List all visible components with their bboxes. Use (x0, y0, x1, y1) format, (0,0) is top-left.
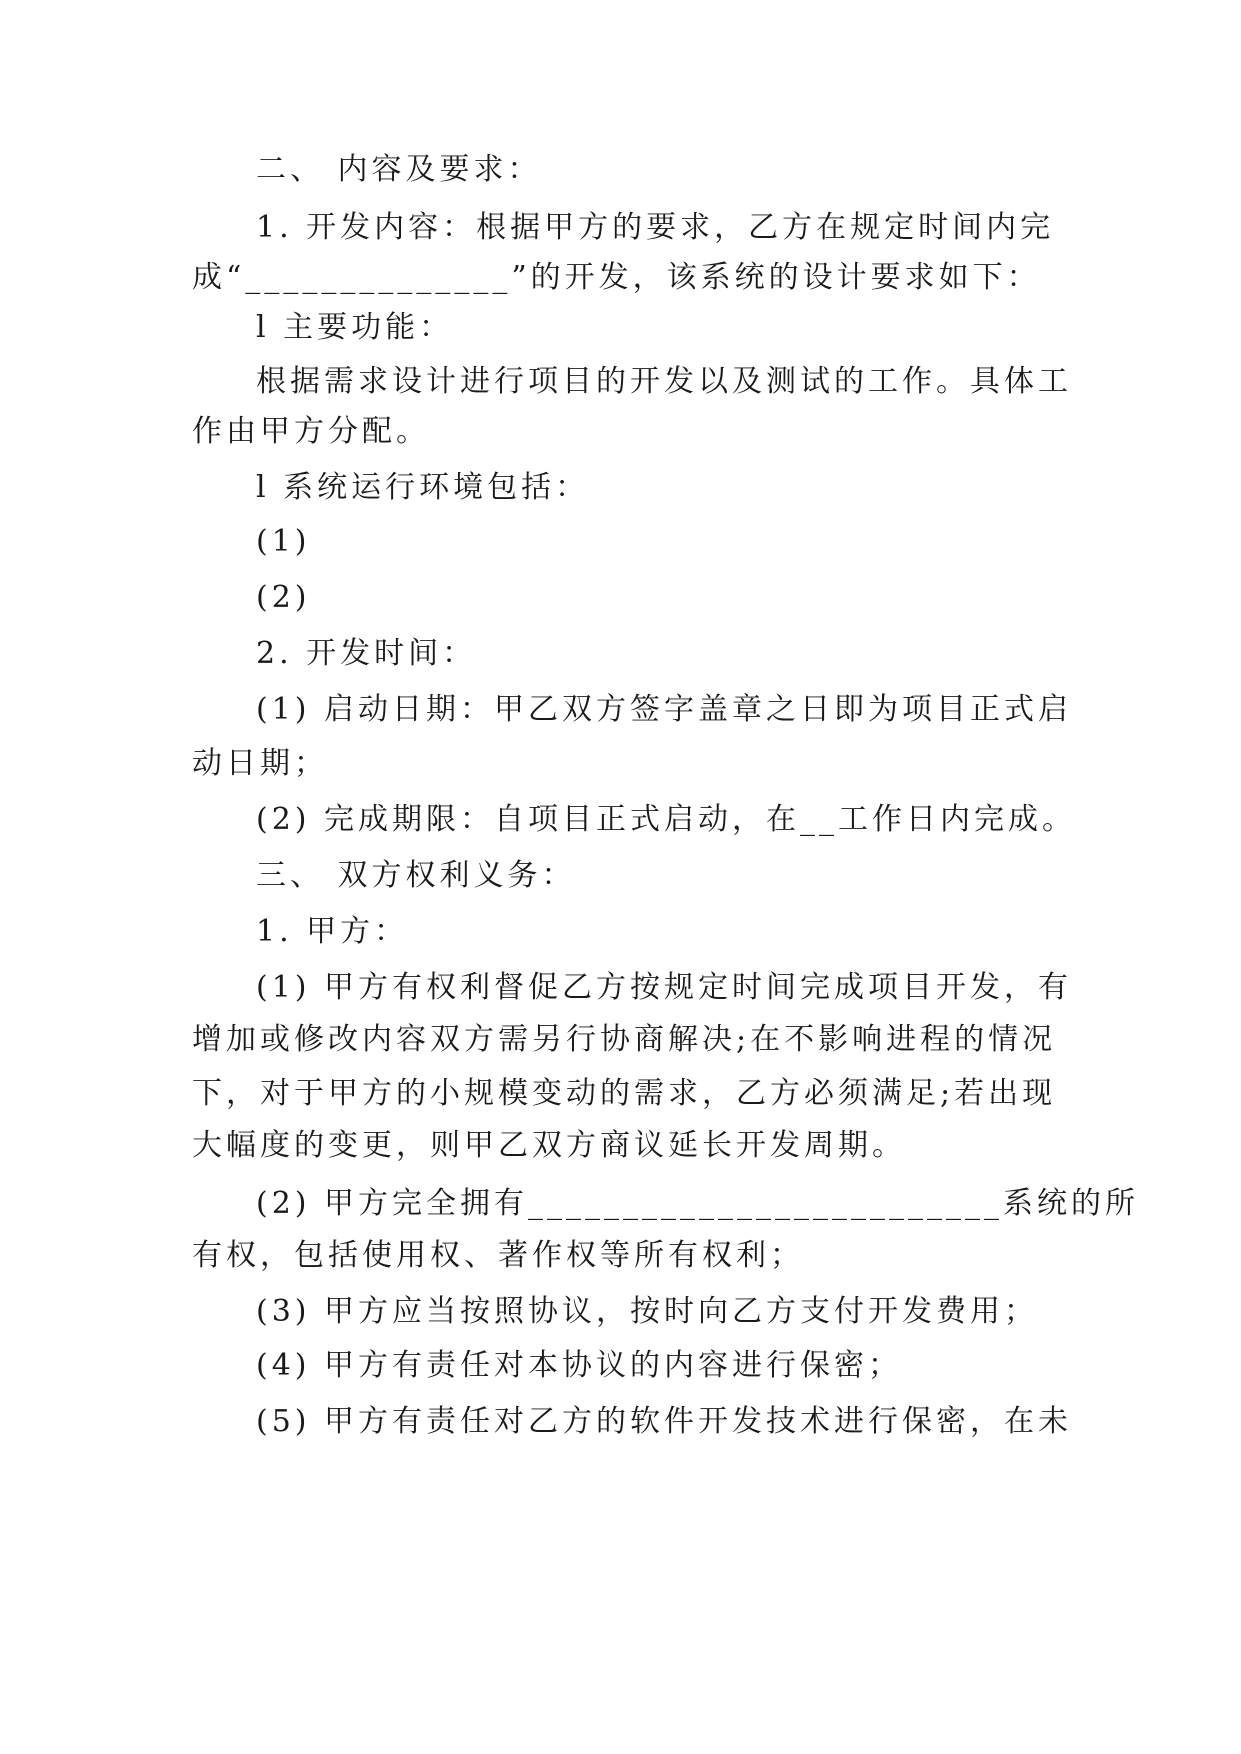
list-item: (2) 完成期限：自项目正式启动，在__工作日内完成。 (256, 802, 1077, 837)
paragraph-line: 根据需求设计进行项目的开发以及测试的工作。具体工 (256, 364, 1072, 399)
paragraph-line: l 系统运行环境包括： (256, 470, 590, 505)
list-item: (1) 启动日期：甲乙双方签字盖章之日即为项目正式启 (256, 692, 1073, 727)
section-heading-3: 三、 双方权利义务： (256, 858, 576, 893)
list-item: (5) 甲方有责任对乙方的软件开发技术进行保密，在未 (256, 1404, 1073, 1439)
paragraph-line: 下，对于甲方的小规模变动的需求，乙方必须满足;若出现 (192, 1076, 1057, 1111)
list-item: (3) 甲方应当按照协议，按时向乙方支付开发费用； (256, 1294, 1039, 1329)
list-item: (1) 甲方有权利督促乙方按规定时间完成项目开发，有 (256, 970, 1073, 1005)
list-item: (2) (256, 580, 311, 615)
paragraph-line: 增加或修改内容双方需另行协商解决;在不影响进程的情况 (192, 1022, 1057, 1057)
list-item: (4) 甲方有责任对本协议的内容进行保密； (256, 1348, 903, 1383)
paragraph-line: 1. 甲方： (256, 914, 409, 949)
list-item: (2) 甲方完全拥有_________________________系统的所 (256, 1186, 1140, 1221)
list-item: (1) (256, 524, 311, 559)
section-heading-2: 二、 内容及要求： (256, 152, 542, 187)
paragraph-line: 有权，包括使用权、著作权等所有权利； (192, 1238, 804, 1273)
paragraph-line: l 主要功能： (256, 310, 454, 345)
paragraph-line: 大幅度的变更，则甲乙双方商议延长开发周期。 (192, 1128, 906, 1163)
paragraph-line: 成“______________”的开发，该系统的设计要求如下： (192, 260, 1041, 295)
paragraph-line: 作由甲方分配。 (192, 414, 430, 449)
paragraph-line: 2. 开发时间： (256, 636, 477, 671)
paragraph-line: 动日期； (192, 746, 328, 781)
paragraph-line: 1. 开发内容：根据甲方的要求，乙方在规定时间内完 (256, 210, 1055, 245)
